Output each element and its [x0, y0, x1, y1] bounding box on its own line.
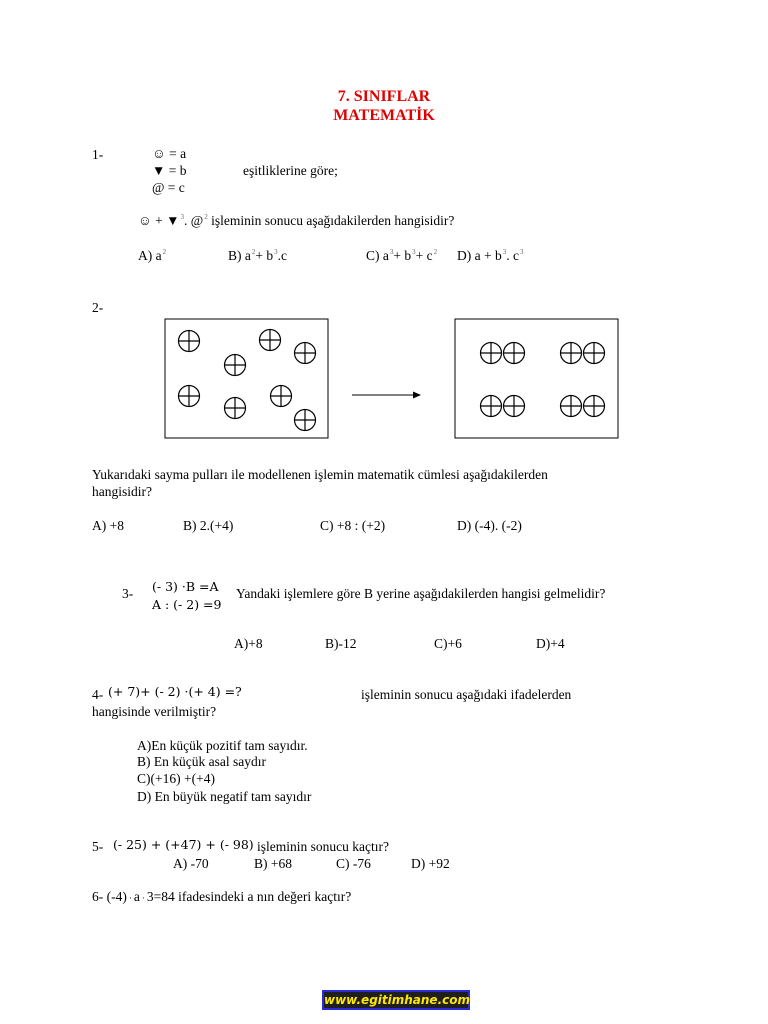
q2-option-a: A) +8	[92, 518, 124, 533]
q6-dot: ·	[128, 893, 132, 903]
q4-text-line2: hangisinde verilmiştir?	[92, 704, 217, 719]
q6-text-a: 6- (-4)	[92, 889, 127, 904]
q4-text-line1: işleminin sonucu aşağıdaki ifadelerden	[361, 687, 572, 702]
q1-option-c-text1: C) a	[366, 248, 389, 263]
q1-option-b-exp2: 3	[274, 248, 278, 256]
q4-expression: (+ 7)+ (- 2) ·(+ 4) =?	[108, 684, 242, 699]
q4-number: 4-	[92, 687, 104, 702]
plus-counter	[179, 331, 200, 352]
plus-counter	[260, 330, 281, 351]
q6-text-c: 3=84 ifadesindeki a nın değeri kaçtır?	[146, 889, 352, 904]
plus-counter	[225, 355, 246, 376]
q2-counter-diagram	[0, 0, 768, 460]
q1-eq-smiley: ☺ = a	[152, 146, 187, 161]
q1-option-d-exp2: 3	[519, 248, 524, 256]
plus-counter	[561, 396, 582, 417]
q6-text-b: a	[133, 889, 140, 904]
plus-counter	[481, 396, 502, 417]
q1-option-c-exp3: 2	[433, 248, 438, 256]
q2-number: 2-	[92, 300, 104, 315]
plus-counter	[481, 343, 502, 364]
q6-text	[92, 889, 351, 905]
plus-counter	[295, 410, 316, 431]
q1-expr-text: işleminin sonucu aşağıdakilerden hangisidir?	[207, 213, 455, 228]
q3-equation-1: (- 3) ·B =A	[152, 579, 219, 594]
q1-option-a-exp: 2	[162, 248, 167, 256]
q2-option-c: C) +8 : (+2)	[320, 518, 386, 533]
q1-number: 1-	[92, 147, 104, 162]
q3-option-b: B)-12	[325, 636, 357, 651]
plus-counter	[504, 396, 525, 417]
plus-counter	[504, 343, 525, 364]
q2-option-d: D) (-4). (-2)	[457, 518, 522, 533]
q3-option-d: D)+4	[536, 636, 565, 651]
q3-equation-2: A : (- 2) =9	[152, 597, 222, 612]
q1-eq-note: eşitliklerine göre;	[243, 163, 338, 178]
q1-option-b-text1: B) a	[228, 248, 251, 263]
q5-text: işleminin sonucu kaçtır?	[257, 839, 389, 854]
q1-option-b-exp1: 2	[251, 248, 256, 256]
q5-number: 5-	[92, 839, 104, 854]
q1-expr-b: . @	[184, 213, 204, 228]
q3-option-c: C)+6	[434, 636, 462, 651]
q1-expr-exp2: 2	[204, 213, 208, 221]
footer-url-banner[interactable]	[322, 990, 470, 1010]
q5-option-a: A) -70	[173, 856, 209, 871]
q2-right-box	[455, 319, 618, 438]
q1-option-d-text2: . c	[506, 248, 519, 263]
page-subtitle: MATEMATİK	[333, 107, 435, 124]
plus-counter	[225, 398, 246, 419]
q4-option-b: B) En küçük asal saydır	[137, 754, 266, 769]
q4-option-d: D) En büyük negatif tam sayıdır	[137, 789, 312, 804]
q5-option-d: D) +92	[411, 856, 450, 871]
q1-option-a-text: A) a	[138, 248, 162, 263]
q3-number: 3-	[122, 586, 134, 601]
plus-counter	[584, 343, 605, 364]
q3-text: Yandaki işlemlere göre B yerine aşağıdakilerden hangisi gelmelidir?	[236, 586, 606, 601]
q1-option-c-exp1: 3	[389, 248, 394, 256]
q2-text-line2: hangisidir?	[92, 484, 152, 499]
q1-eq-at: @ = c	[152, 180, 185, 195]
q5-option-c: C) -76	[336, 856, 371, 871]
q1-option-c-exp2: 3	[412, 248, 416, 256]
q4-option-a: A)En küçük pozitif tam sayıdır.	[137, 738, 308, 753]
q1-option-c-text2: + b	[393, 248, 412, 263]
q1-eq-triangle: ▼ = b	[152, 163, 187, 178]
q5-option-b: B) +68	[254, 856, 292, 871]
page-title: 7. SINIFLAR	[337, 88, 431, 105]
q1-expr-a: ☺ + ▼	[138, 213, 180, 228]
plus-counter	[584, 396, 605, 417]
q3-option-a: A)+8	[234, 636, 263, 651]
q2-text-line1: Yukarıdaki sayma pulları ile modellenen işlemin matematik cümlesi aşağıdakilerden	[92, 467, 548, 482]
q1-option-c-text3: + c	[415, 248, 433, 263]
q1-option-d-exp1: 3	[502, 248, 507, 256]
plus-counter	[179, 386, 200, 407]
q4-option-c: C)(+16) +(+4)	[137, 771, 215, 786]
q1-option-b-text2: + b	[255, 248, 274, 263]
plus-counter	[271, 386, 292, 407]
plus-counter	[295, 343, 316, 364]
arrow-head-icon	[413, 392, 421, 399]
plus-counter	[561, 343, 582, 364]
q1-option-d-text1: D) a + b	[457, 248, 502, 263]
footer-url[interactable]: www.egitimhane.com	[324, 993, 470, 1007]
q5-expression: (- 25) + (+47) + (- 98)	[113, 837, 254, 852]
q2-option-b: B) 2.(+4)	[183, 518, 234, 533]
q6-dot: ·	[141, 893, 145, 903]
q1-option-b-text3: .c	[277, 248, 287, 263]
q1-expr-exp1: 3	[180, 213, 185, 221]
